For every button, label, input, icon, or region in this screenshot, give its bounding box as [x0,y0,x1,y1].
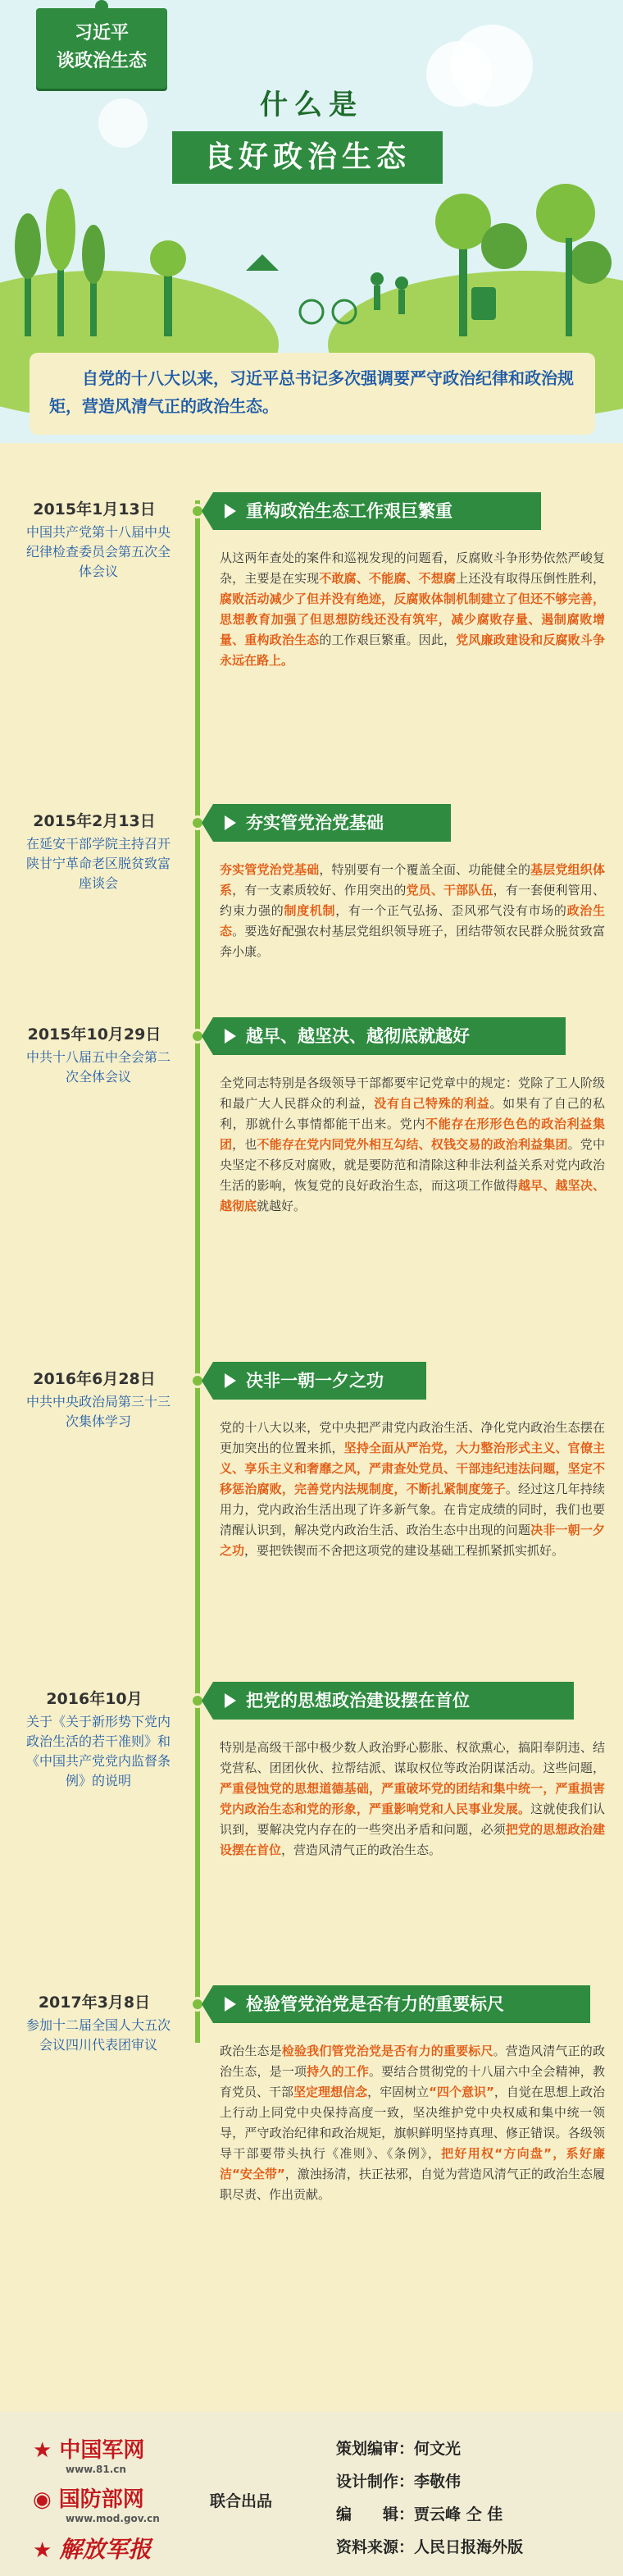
joint-production: 联合出品 [210,2492,273,2510]
topic-tag [36,8,167,89]
highlight-text: 把好用权“方向盘”，系好廉洁“安全带” [220,2146,605,2181]
hero-banner [0,0,623,443]
body-text: ，特别要有一个覆盖全面、功能健全的 [319,862,531,877]
logo-81cn: ★ 中国军网 www.81.cn [33,2438,145,2475]
body-text: ，要把铁锲而不舍把这项党的建设基础工程抓紧抓实抓好。 [244,1543,565,1558]
highlight-text: 基层党组织体系 [220,862,605,897]
body-text: 全党同志特别是各级领导干部都要牢记党章中的规定：党除了工人阶级和最广大人民群众的利益， [220,1076,605,1111]
entry-event: 在延安干部学院主持召开陕甘宁革命老区脱贫致富座谈会 [25,836,171,891]
body-text: 政治生态是 [220,2044,282,2058]
highlight-text: 没有自己特殊的利益 [374,1096,490,1111]
body-text: ，有一套便利管用、约束力强的 [220,883,605,918]
logo-name: 中国军网 [59,2438,145,2463]
entry-heading: 把党的思想政治建设摆在首位 [213,1682,574,1720]
credit-3: 资料来源：人民日报海外版 [336,2538,524,2556]
logo-name: 国防部网 [58,2487,144,2512]
credit-0: 策划编审：何文光 [336,2440,462,2458]
body-text: 。要选好配强农村基层党组织领导班子，团结带领农民群众脱贫致富奔小康。 [220,924,605,959]
entry-body [220,548,605,671]
entry-date: 2017年3月8日 [38,1994,151,2012]
logo-name: 解放军报 [59,2536,152,2563]
logo-url: www.81.cn [66,2464,126,2475]
entry-event: 参加十二届全国人大五次会议四川代表团审议 [25,2017,171,2053]
body-text: 特别是高级干部中极少数人政治野心膨胀、权欲熏心，搞阳奉阴违、结党营私、团团伙伙、拉帮结派、谋取权位等政治阴谋活动。这些问题， [220,1740,605,1775]
entry-body [220,860,605,962]
logo-url: www.mod.gov.cn [66,2513,160,2524]
tag-line2: 谈政治生态 [56,51,147,71]
body-text: ，激浊扬清，扶正祛邪，自觉为营造风清气正的政治生态履职尽责、作出贡献。 [220,2167,605,2202]
highlight-text: 检验我们管党治党是否有力的重要标尺 [281,2044,493,2058]
body-text: ，自觉在思想上政治上行动上同党中央保持高度一致，坚决维护党中央权威和集中统一领导，严守政治纪律和政治规矩，旗帜鲜明坚持真理、修正错误。各级领导干部要带头执行《准则》、《条例》， [220,2085,605,2161]
entry-date: 2015年1月13日 [33,500,156,518]
entry-date-block [0,1990,189,2055]
title-top: 什么是 [260,89,363,121]
highlight-text: 决非一朝一夕之功 [220,1523,605,1558]
title-ribbon: 良好政治生态 [172,131,443,184]
entry-heading: 决非一朝一夕之功 [213,1362,426,1400]
body-text: ，牢固树立 [367,2085,430,2099]
highlight-text: 严重侵蚀党的思想道德基础，严重破坏党的团结和集中统一，严重损害党内政治生态和党的形象，严重影响党和人民事业发展。 [220,1781,605,1816]
entry-body [220,2041,605,2205]
highlight-text: 政治生态 [220,903,605,939]
entry-event: 中共十八届五中全会第二次全体会议 [25,1049,171,1085]
entry-body [220,1738,605,1861]
entry-date-block [0,1367,189,1432]
highlight-text: 把党的思想政治建设摆在首位 [220,1822,605,1857]
highlight-text: 不敢腐、不能腐、不想腐 [319,571,457,586]
timeline-line [195,500,200,2043]
entry-date-block [0,809,189,893]
entry-event: 关于《关于新形势下党内政治生活的若干准则》和《中国共产党党内监督条例》的说明 [25,1714,171,1788]
footer [0,2412,623,2576]
logo-mod: ◉ 国防部网 www.mod.gov.cn [33,2487,160,2524]
entry-date: 2016年10月 [46,1690,143,1708]
body-text: 就越好。 [257,1199,307,1213]
highlight-text: 坚持全面从严治党，大力整治形式主义、官僚主义、享乐主义和奢靡之风，严肃查处党员、干部违纪违法问题，坚定不移惩治腐败，完善党内法规制度，不断扎紧制度笼子 [220,1441,605,1496]
tag-line1: 习近平 [74,23,129,43]
entry-date: 2015年2月13日 [33,812,156,830]
entry-date: 2016年6月28日 [33,1370,156,1388]
highlight-text: 制度机制 [284,903,336,918]
credit-2: 编 辑：贾云峰 仝 佳 [336,2505,503,2523]
entry-body [220,1418,605,1561]
entry-heading: 越早、越坚决、越彻底就越好 [213,1017,566,1055]
highlight-text: 不能存在形形色色的政治利益集团 [220,1117,605,1152]
credit-1: 设计制作：李敬伟 [336,2473,462,2491]
body-text: 上还没有取得压倒性胜利， [456,571,605,586]
entry-heading: 夯实管党治党基础 [213,804,451,842]
entry-event: 中共中央政治局第三十三次集体学习 [25,1394,171,1429]
body-text: ，有一支素质较好、作用突出的 [232,883,407,897]
body-text: ，有一个正气弘扬、歪风邪气没有市场的 [335,903,567,918]
body-text: 。党中央坚定不移反对腐败，就是要防范和清除这种非法利益关系对党内政治生活的影响，恢复党的良好政治生态，而这项工作做得 [220,1137,605,1193]
body-text: 党的十八大以来，党中央把严肃党内政治生活、净化党内政治生态摆在更加突出的位置来抓， [220,1420,605,1455]
highlight-text: 腐败活动减少了但并没有绝迹，反腐败体制机制建立了但还不够完善，思想教育加强了但思想防线还没有筑牢，减少腐败存量、遏制腐败增量、重构政治生态 [220,591,605,647]
entry-body [220,1073,605,1217]
body-text: 。要结合贯彻党的十八届六中全会精神，教育党员、干部 [220,2064,605,2099]
body-text: ，也 [232,1137,257,1152]
body-text: 。经过这几年持续用力，党内政治生活出现了许多新气象。在肯定成绩的同时，我们也要清醒认识到，解决党内政治生活、政治生态中出现的问题 [220,1482,605,1537]
highlight-text: 持久的工作 [307,2064,369,2079]
highlight-text: 不能存在党内同党外相互勾结、权钱交易的政治利益集团 [257,1137,568,1152]
highlight-text: 越早、越坚决、越彻底 [220,1178,605,1213]
highlight-text: 坚定理想信念 [293,2085,368,2099]
entry-heading: 检验管党治党是否有力的重要标尺 [213,1985,590,2023]
body-text: 从这两年查处的案件和巡视发现的问题看，反腐败斗争形势依然严峻复杂，主要是在实现 [220,550,605,586]
entry-heading: 重构政治生态工作艰巨繁重 [213,492,541,530]
highlight-text: 夯实管党治党基础 [220,862,320,877]
entry-event: 中国共产党第十八届中央纪律检查委员会第五次全体会议 [25,524,171,579]
body-text: 这就使我们认识到，要解决党内存在的一些突出矛盾和问题，必须 [220,1802,605,1837]
body-text: ，营造风清气正的政治生态。 [281,1843,442,1857]
entry-date: 2015年10月29日 [27,1025,161,1044]
logo-pla-daily: ★ 解放军报 [33,2536,152,2563]
entry-date-block [0,1022,189,1087]
entry-date-block [0,497,189,582]
highlight-text: “四个意识” [429,2085,494,2099]
intro-text: 自党的十八大以来，习近平总书记多次强调要严守政治纪律和政治规矩，营造风清气正的政治生态。 [30,353,595,435]
highlight-text: 党员、干部队伍 [406,883,493,897]
body-text: 。营造风清气正的政治生态，是一项 [220,2044,605,2079]
body-text: 的工作艰巨繁重。因此， [319,633,457,647]
body-text: 。如果有了自己的私利，那就什么事情都能干出来。党内 [220,1096,605,1131]
highlight-text: 党风廉政建设和反腐败斗争永远在路上。 [220,633,605,668]
entry-date-block [0,1687,189,1791]
